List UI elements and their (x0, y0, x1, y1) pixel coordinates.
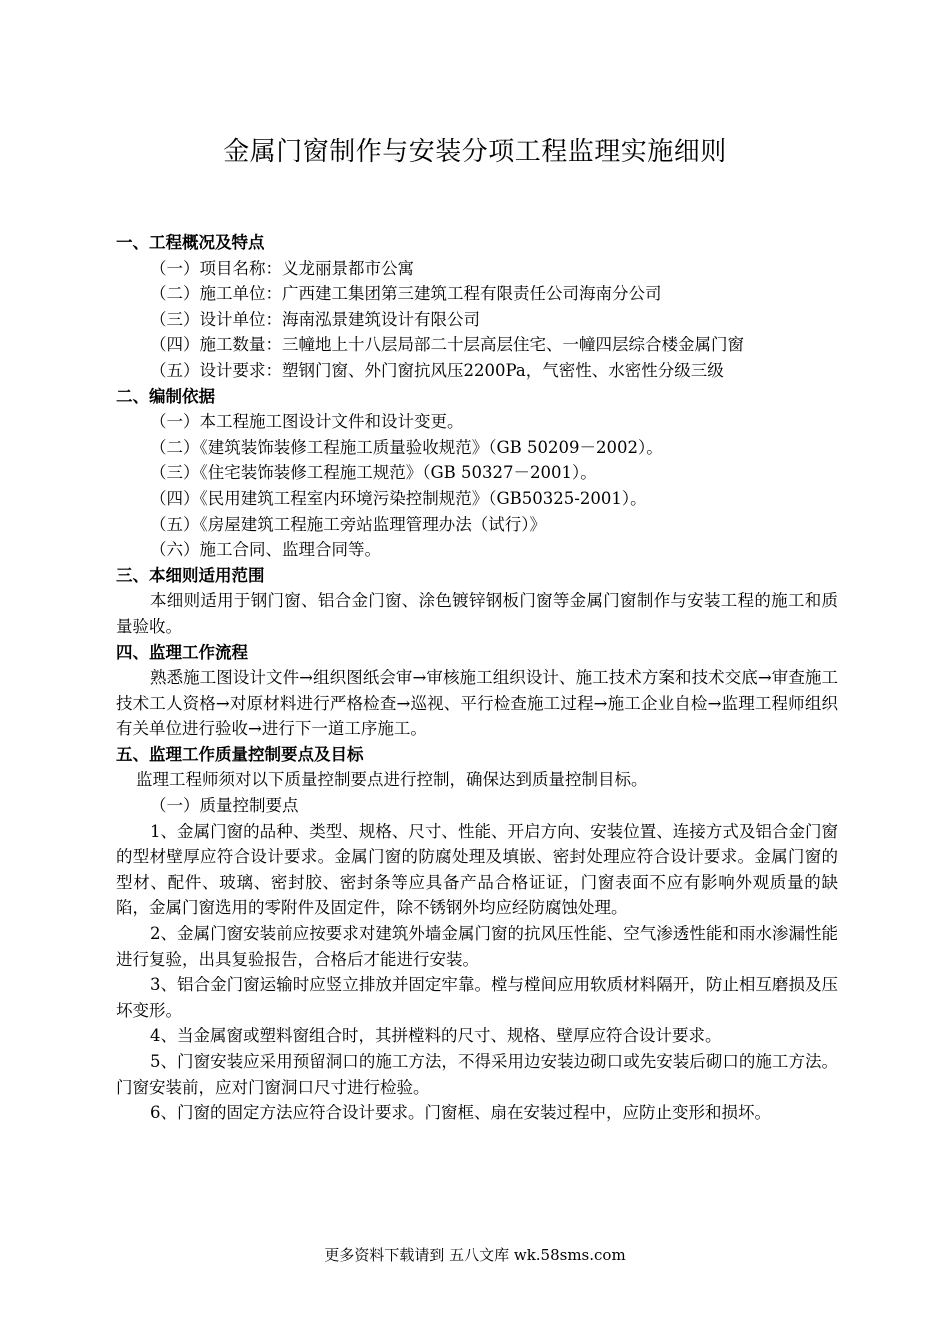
quality-intro: 监理工程师须对以下质量控制要点进行控制，确保达到质量控制目标。 (136, 770, 648, 790)
document-body (116, 230, 838, 1126)
workflow-paragraph: 熟悉施工图设计文件→组织图纸会审→审核施工组织设计、施工技术方案和技术交底→审查施工技术工人资格→对原材料进行严格检查→巡视、平行检查施工过程→施工企业自检→监理工程师组织有关单位进行验收→进行下一道工序施工。 (116, 668, 838, 739)
overview-item: （五）设计要求：塑钢门窗、外门窗抗风压2200Pa，气密性、水密性分级三级 (150, 360, 724, 380)
basis-item: （六）施工合同、监理合同等。 (150, 540, 381, 560)
basis-item: （一）本工程施工图设计文件和设计变更。 (150, 412, 464, 432)
section-heading-scope: 三、本细则适用范围 (116, 565, 265, 585)
quality-point: 5、门窗安装应采用预留洞口的施工方法，不得采用边安装边砌口或先安装后砌口的施工方法。门窗安装前，应对门窗洞口尺寸进行检验。 (116, 1052, 838, 1097)
quality-point: 4、当金属窗或塑料窗组合时，其拼樘料的尺寸、规格、壁厚应符合设计要求。 (150, 1026, 722, 1046)
quality-subheading: （一）质量控制要点 (150, 796, 299, 816)
quality-point: 2、金属门窗安装前应按要求对建筑外墙金属门窗的抗风压性能、空气渗透性能和雨水渗漏性能进行复验，出具复验报告，合格后才能进行安装。 (116, 924, 838, 969)
quality-point: 1、金属门窗的品种、类型、规格、尺寸、性能、开启方向、安装位置、连接方式及铝合金门窗的型材壁厚应符合设计要求。金属门窗的防腐处理及填嵌、密封处理应符合设计要求。金属门窗的型材、配件、玻璃、密封胶、密封条等应具备产品合格证证，门窗表面不应有影响外观质量的缺陷，金属门窗选用的零附件及固定件，除不锈钢外均应经防腐蚀处理。 (116, 821, 838, 918)
overview-item: （二）施工单位：广西建工集团第三建筑工程有限责任公司海南分公司 (150, 284, 662, 304)
section-heading-overview: 一、工程概况及特点 (116, 233, 265, 252)
basis-item: （五）《房屋建筑工程施工旁站监理管理办法（试行）》 (150, 514, 546, 534)
section-heading-workflow: 四、监理工作流程 (116, 642, 248, 662)
quality-point: 6、门窗的固定方法应符合设计要求。门窗框、扇在安装过程中，应防止变形和损坏。 (150, 1103, 771, 1123)
document-title: 金属门窗制作与安装分项工程监理实施细则 (223, 137, 727, 167)
quality-point: 3、铝合金门窗运输时应竖立排放并固定牢靠。樘与樘间应用软质材料隔开，防止相互磨损及压坏变形。 (116, 975, 838, 1020)
overview-item: （四）施工数量：三幢地上十八层局部二十层高层住宅、一幢四层综合楼金属门窗 (150, 335, 744, 355)
section-heading-quality-control: 五、监理工作质量控制要点及目标 (116, 744, 364, 764)
basis-item: （三）《住宅装饰装修工程施工规范》（GB 50327－2001）。 (150, 463, 597, 483)
basis-item: （二）《建筑装饰装修工程施工质量验收规范》（GB 50209－2002）。 (150, 437, 663, 457)
overview-item: （一）项目名称：义龙丽景都市公寓 (150, 258, 414, 278)
section-heading-basis: 二、编制依据 (116, 386, 215, 406)
page-footer: 更多资料下载请到 五八文库 wk.58sms.com (324, 1246, 626, 1264)
scope-paragraph: 本细则适用于钢门窗、铝合金门窗、涂色镀锌钢板门窗等金属门窗制作与安装工程的施工和质量验收。 (116, 591, 838, 636)
basis-item: （四）《民用建筑工程室内环境污染控制规范》（GB50325-2001）。 (150, 488, 647, 508)
overview-item: （三）设计单位：海南泓景建筑设计有限公司 (150, 309, 480, 329)
